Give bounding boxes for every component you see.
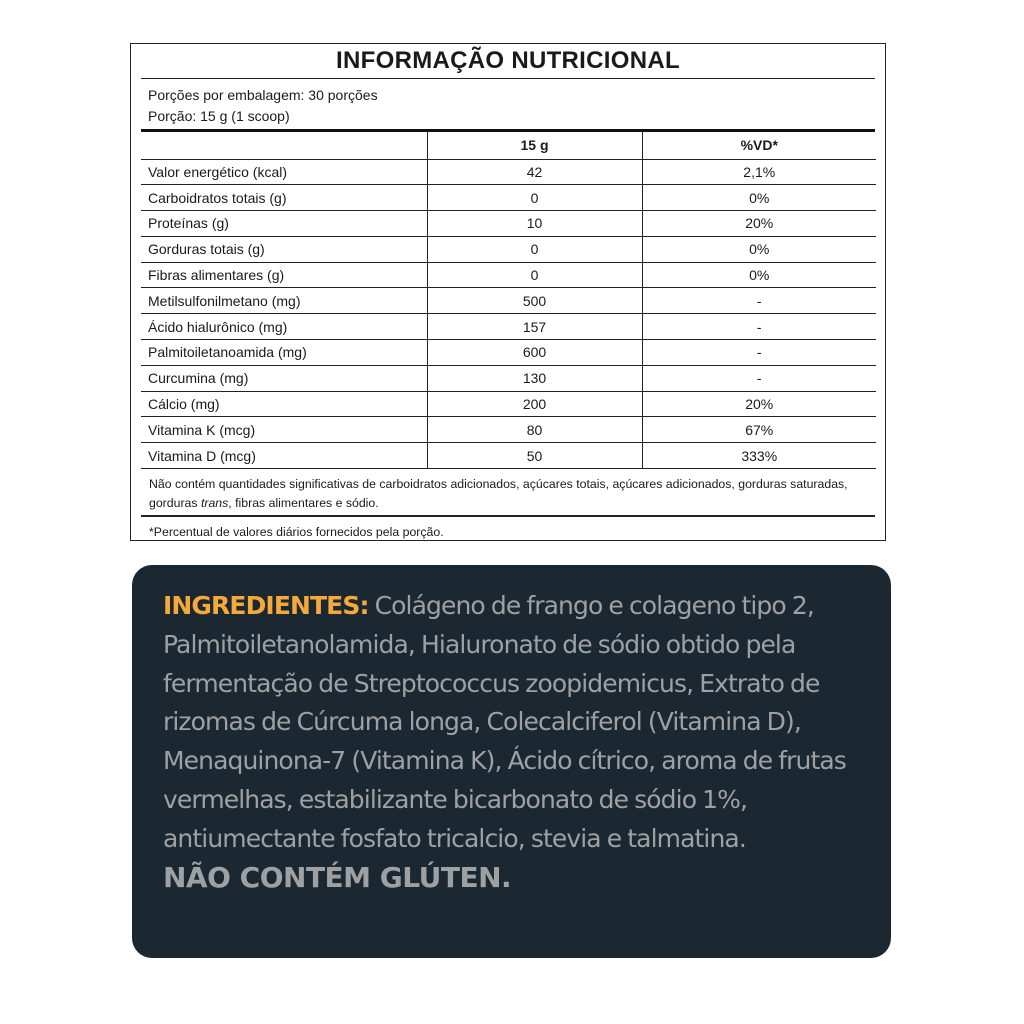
table-row — [141, 340, 876, 366]
nutrient-amount: 0 — [427, 236, 642, 262]
table-row — [141, 262, 876, 288]
table-row — [141, 159, 876, 185]
ingredients-panel — [132, 565, 891, 958]
table-row — [141, 443, 876, 469]
nutrient-amount: 130 — [427, 365, 642, 391]
nutrient-vd: 0% — [642, 185, 876, 211]
nutrient-vd: 20% — [642, 391, 876, 417]
nutrient-amount: 0 — [427, 185, 642, 211]
nutrient-name: Proteínas (g) — [141, 211, 427, 237]
footnote — [149, 475, 859, 513]
nutrient-amount: 42 — [427, 159, 642, 185]
nutrient-name: Fibras alimentares (g) — [141, 262, 427, 288]
nutrient-name: Gorduras totais (g) — [141, 236, 427, 262]
nutrient-name: Valor energético (kcal) — [141, 159, 427, 185]
nutrient-vd: 2,1% — [642, 159, 876, 185]
nutrient-name: Metilsulfonilmetano (mg) — [141, 288, 427, 314]
footnote-italic: trans — [200, 496, 229, 510]
nutrient-amount: 500 — [427, 288, 642, 314]
nutrient-amount: 157 — [427, 314, 642, 340]
nutrient-vd: - — [642, 314, 876, 340]
column-header-nutrient — [141, 132, 427, 159]
table-row — [141, 185, 876, 211]
nutrient-vd: - — [642, 288, 876, 314]
serving-size: Porção: 15 g (1 scoop) — [148, 108, 290, 124]
nutrient-name: Cálcio (mg) — [141, 391, 427, 417]
footnote-divider — [141, 515, 875, 517]
nutrient-name: Vitamina D (mcg) — [141, 443, 427, 469]
header-row — [141, 132, 876, 159]
nutrient-amount: 80 — [427, 417, 642, 443]
table-row — [141, 391, 876, 417]
nutrient-name: Vitamina K (mcg) — [141, 417, 427, 443]
footnote-text-end: , fibras alimentares e sódio. — [228, 496, 379, 510]
percent-note: *Percentual de valores diários fornecidos pela porção. — [149, 525, 444, 539]
nutrient-vd: 0% — [642, 262, 876, 288]
nutrient-vd: 67% — [642, 417, 876, 443]
nutrient-rows — [141, 159, 876, 469]
table-row — [141, 314, 876, 340]
gluten-notice: NÃO CONTÉM GLÚTEN. — [163, 860, 512, 894]
table-row — [141, 211, 876, 237]
column-header-amount: 15 g — [427, 132, 642, 159]
ingredients-text-block — [163, 587, 871, 859]
nutrient-amount: 10 — [427, 211, 642, 237]
ingredients-list: Colágeno de frango e colageno tipo 2, Palmitoiletanolamida, Hialuronato de sódio obtido pela fermentação de Streptococcus zoopidemicus, Extrato de rizomas de Cúrcuma longa, Colecalciferol (Vitamina D), Menaquinona-7 (Vitamina K), Ácido cítrico, aroma de frutas vermelhas, estabilizante bicarbonato de sódio 1%, antiumectante fosfato tricalcio, stevia e talmatina. — [163, 591, 846, 853]
nutrient-name: Curcumina (mg) — [141, 365, 427, 391]
nutrient-vd: 0% — [642, 236, 876, 262]
nutrient-vd: - — [642, 365, 876, 391]
table-row — [141, 365, 876, 391]
footnote-text: Não contém quantidades significativas de carboidratos adicionados, açúcares totais, açúcares adicionados, gorduras saturadas, gorduras — [149, 477, 848, 510]
nutrient-name: Palmitoiletanoamida (mg) — [141, 340, 427, 366]
table-row — [141, 417, 876, 443]
nutrition-facts-table — [130, 43, 886, 541]
nutrient-vd: 333% — [642, 443, 876, 469]
table-row — [141, 288, 876, 314]
nutrient-vd: 20% — [642, 211, 876, 237]
table-row — [141, 236, 876, 262]
nutrient-name: Carboidratos totais (g) — [141, 185, 427, 211]
nutrient-vd: - — [642, 340, 876, 366]
servings-per-package: Porções por embalagem: 30 porções — [148, 87, 378, 103]
nutrient-amount: 600 — [427, 340, 642, 366]
ingredients-label: INGREDIENTES: — [163, 591, 369, 620]
nutrient-amount: 0 — [427, 262, 642, 288]
nutrient-name: Ácido hialurônico (mg) — [141, 314, 427, 340]
nutrition-title: INFORMAÇÃO NUTRICIONAL — [141, 44, 875, 79]
column-header-vd: %VD* — [642, 132, 876, 159]
nutrient-amount: 50 — [427, 443, 642, 469]
nutrient-amount: 200 — [427, 391, 642, 417]
nutrient-table — [141, 132, 876, 469]
